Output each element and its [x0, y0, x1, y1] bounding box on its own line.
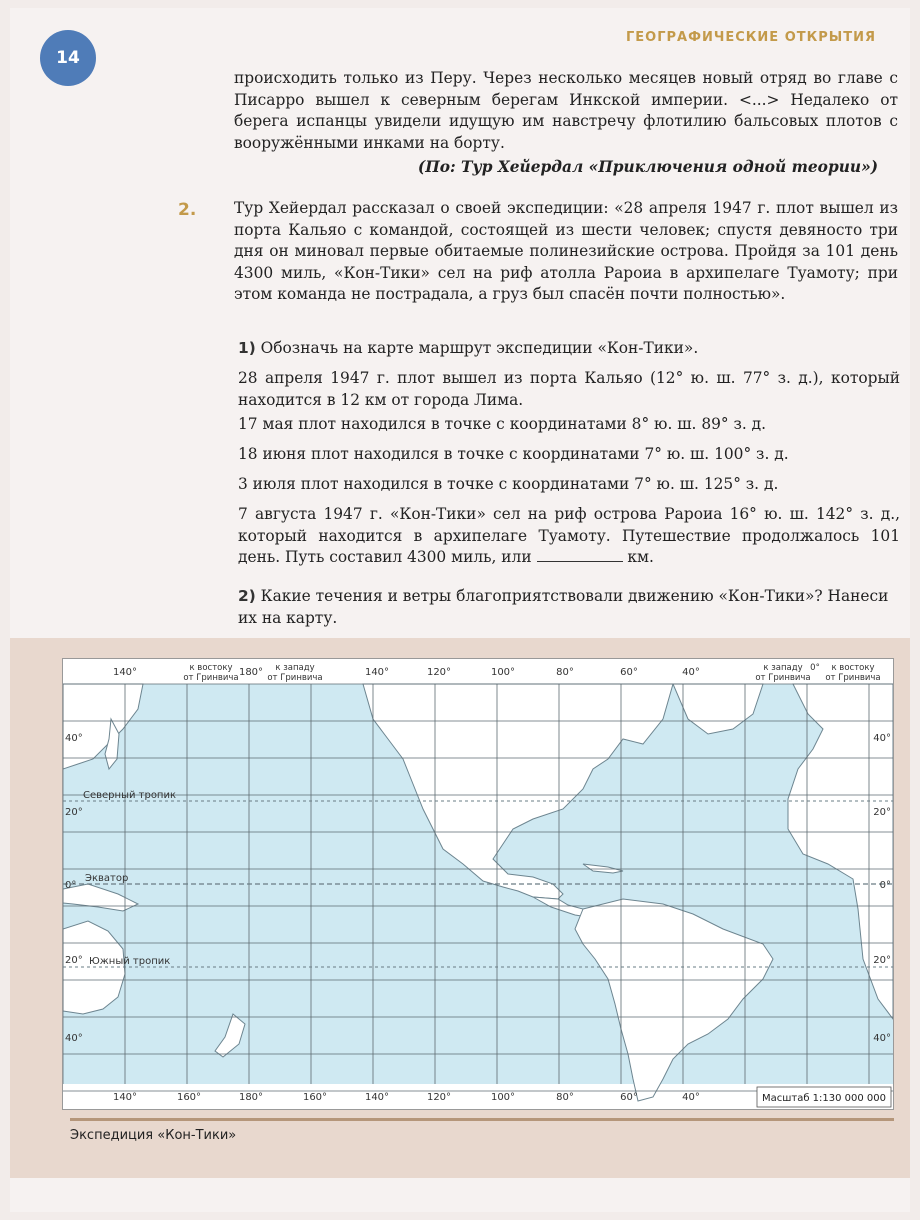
task-number: 2. — [178, 200, 197, 220]
quote-source: (По: Тур Хейердал «Приключения одной теории») — [417, 158, 878, 176]
east-of-greenwich-right-line2: от Гринвича — [825, 673, 881, 683]
section-title: ГЕОГРАФИЧЕСКИЕ ОТКРЫТИЯ — [626, 30, 876, 45]
lon-label-bottom: 180° — [238, 1092, 264, 1103]
map-scale: Масштаб 1:130 000 000 — [761, 1093, 887, 1104]
lon-label-top: 60° — [620, 667, 638, 678]
lat-label-left: 0° — [65, 880, 77, 891]
lon-label-bottom: 60° — [620, 1092, 638, 1103]
west-of-greenwich-right-line1: к западу — [763, 663, 803, 673]
lon-label-top: 100° — [490, 667, 516, 678]
quote-tail: происходить только из Перу. Через несколько месяцев новый отряд во главе с Писарро вышел к северным берегам Инкской империи. <...> Недалеко от берега испанцы увидели идущую им навстречу флотилию бальсовых плотов с вооружёнными инками на борту. — [234, 69, 898, 152]
fact-item: 3 июля плот находился в точке с координатами 7° ю. ш. 125° з. д. — [238, 475, 779, 493]
lat-label-right: 20° — [873, 807, 891, 818]
lon-label-bottom: 140° — [112, 1092, 138, 1103]
south-tropic-label: Южный тропик — [89, 956, 171, 967]
lat-label-right: 40° — [873, 733, 891, 744]
lon-label-bottom: 80° — [556, 1092, 574, 1103]
lat-label-left: 40° — [65, 733, 83, 744]
lat-label-right: 20° — [873, 955, 891, 966]
lat-label-left: 40° — [65, 1033, 83, 1044]
east-of-greenwich-line2: от Гринвича — [183, 673, 239, 683]
page-number-badge — [40, 30, 96, 86]
fact-item-final — [238, 504, 900, 569]
lon-label-bottom: 140° — [364, 1092, 390, 1103]
contour-map[interactable] — [62, 658, 894, 1110]
lat-label-left: 20° — [65, 955, 83, 966]
fact-item: 18 июня плот находился в точке с координатами 7° ю. ш. 100° з. д. — [238, 445, 789, 463]
lon-label-bottom: 40° — [682, 1092, 700, 1103]
north-tropic-label: Северный тропик — [83, 790, 177, 801]
lon-label-top: 40° — [682, 667, 700, 678]
equator-label: Экватор — [85, 873, 129, 884]
answer-blank[interactable] — [537, 547, 623, 562]
lon-label-bottom: 160° — [176, 1092, 202, 1103]
subtask-1 — [238, 338, 900, 360]
west-of-greenwich-right-line2: от Гринвича — [755, 673, 811, 683]
west-of-greenwich-line1: к западу — [275, 663, 315, 673]
subtask-2-number: 2) — [238, 587, 256, 605]
lon-label-top: 140° — [112, 667, 138, 678]
map-svg — [63, 659, 893, 1109]
caption-rule — [70, 1118, 894, 1121]
fact-item: 28 апреля 1947 г. плот вышел из порта Кальяо (12° ю. ш. 77° з. д.), который находится в 12 км от города Лима. — [238, 369, 900, 409]
east-of-greenwich-line1: к востоку — [189, 663, 233, 673]
lon-label-top: 180° — [238, 667, 264, 678]
subtask-2-text: Какие течения и ветры благоприятствовали движению «Кон-Тики»? Нанеси их на карту. — [238, 587, 889, 627]
fact-final-unit: км. — [627, 548, 654, 566]
fact-final-text: 7 августа 1947 г. «Кон-Тики» сел на риф острова Рароиа 16° ю. ш. 142° з. д., который находится в архипелаге Туамоту. Путешествие продолжалось 101 день. Путь составил 4300 миль, или — [238, 505, 900, 566]
zero-meridian-label: 0° — [810, 663, 820, 673]
lon-label-top: 140° — [364, 667, 390, 678]
lon-label-bottom: 100° — [490, 1092, 516, 1103]
subtask-1-number: 1) — [238, 339, 256, 357]
lon-label-bottom: 160° — [302, 1092, 328, 1103]
page-number: 14 — [56, 48, 80, 68]
map-panel — [10, 638, 910, 1178]
lon-label-top: 120° — [426, 667, 452, 678]
lon-label-bottom: 120° — [426, 1092, 452, 1103]
east-of-greenwich-right-line1: к востоку — [831, 663, 875, 673]
subtask-1-text: Обозначь на карте маршрут экспедиции «Кон-Тики». — [260, 339, 699, 357]
lat-label-left: 20° — [65, 807, 83, 818]
west-of-greenwich-line2: от Гринвича — [267, 673, 323, 683]
map-caption: Экспедиция «Кон-Тики» — [70, 1128, 237, 1143]
lon-label-top: 80° — [556, 667, 574, 678]
lat-label-right: 40° — [873, 1033, 891, 1044]
subtask-2 — [238, 586, 900, 629]
fact-item: 17 мая плот находился в точке с координатами 8° ю. ш. 89° з. д. — [238, 415, 767, 433]
workbook-page — [10, 8, 910, 1212]
task-text: Тур Хейердал рассказал о своей экспедиции: «28 апреля 1947 г. плот вышел из порта Кальяо с командой, состоящей из шести человек; спустя девяносто три дня он миновал первые обитаемые полинезийские острова. Пройдя за 101 день 4300 миль, «Кон-Тики» сел на риф атолла Рароиа в архипелаге Туамоту; при этом команда не пострадала, а груз был спасён почти полностью». — [234, 199, 898, 303]
lat-label-right: 0° — [879, 880, 891, 891]
